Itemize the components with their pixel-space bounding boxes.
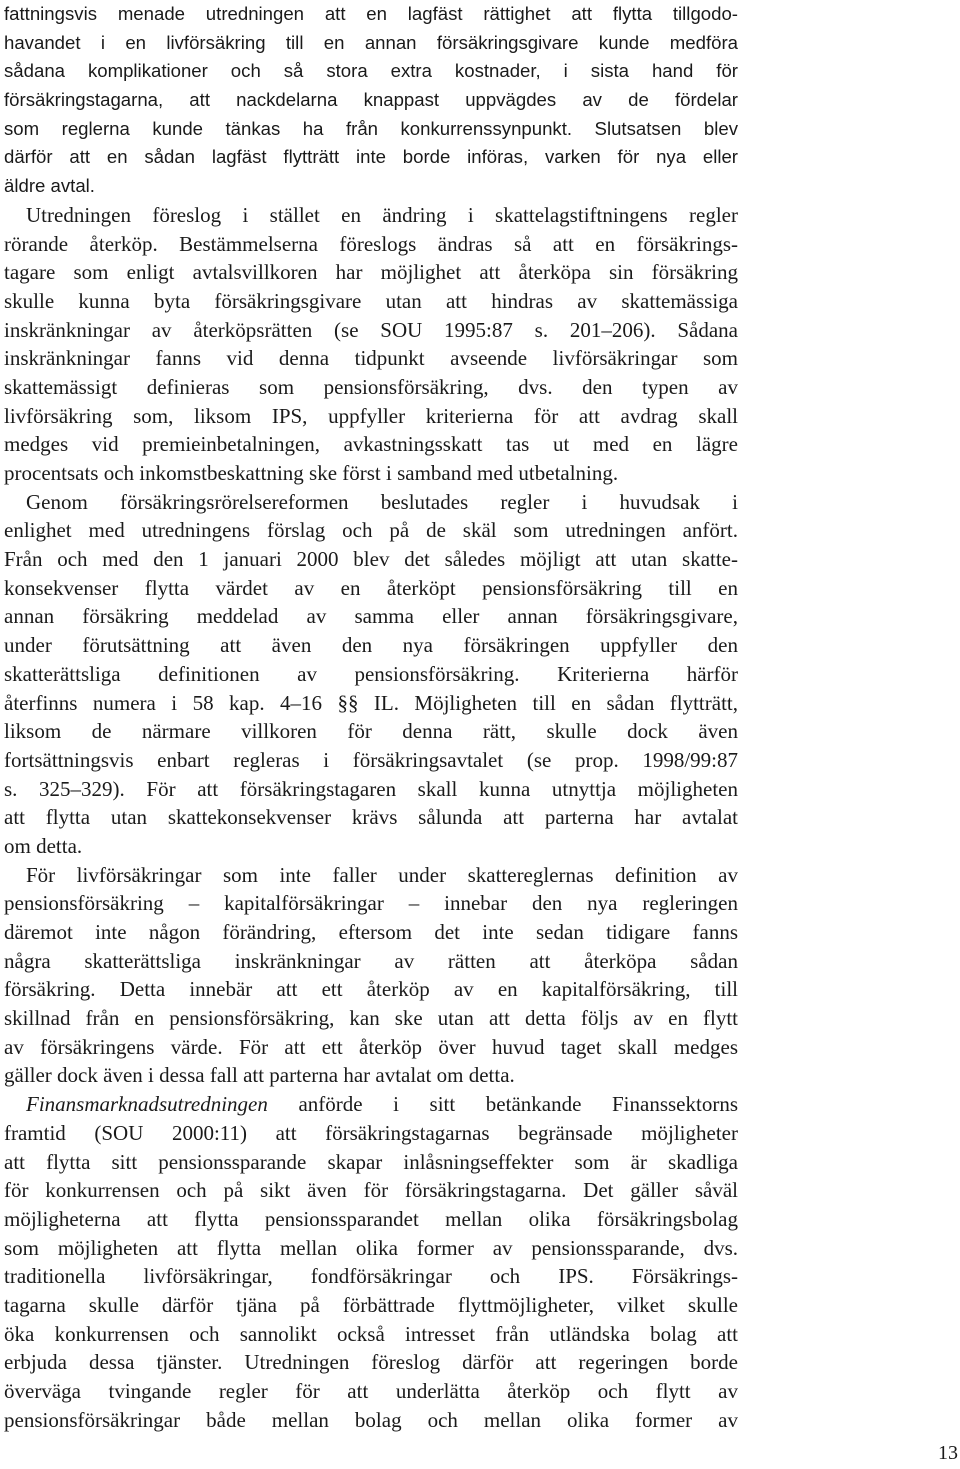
text-line: därför att en sådan lagfäst flytträtt inte borde införas, varken för nya eller <box>4 146 738 168</box>
text-line: traditionella livförsäkringar, fondförsäkringar och IPS. Försäkrings- <box>4 1264 738 1289</box>
text-line: skattemässigt definieras som pensionsförsäkring, dvs. den typen av <box>4 374 738 399</box>
text-line: äldre avtal. <box>4 175 95 197</box>
text-line: s. 325–329). För att försäkringstagaren skall kunna utnyttja möjligheten <box>4 776 738 801</box>
text-line: återfinns numera i 58 kap. 4–16 §§ IL. Möjligheten till en sådan flytträtt, <box>4 690 738 715</box>
text-line: skatterättsliga definitionen av pensionsförsäkring. Kriterierna härför <box>4 661 738 686</box>
text-line: under förutsättning att även den nya försäkringen uppfyller den <box>4 633 738 658</box>
text-line: om detta. <box>4 833 83 858</box>
line-text: anförde i sitt betänkande Finanssektorns <box>267 1092 738 1117</box>
text-line: rörande återköp. Bestämmelserna föreslogs ändras så att en försäkrings- <box>4 231 738 256</box>
text-line: framtid (SOU 2000:11) att försäkringstagarnas begränsade möjligheter <box>4 1120 738 1145</box>
text-line: gäller dock även i dessa fall att parterna har avtalat om detta. <box>4 1063 515 1088</box>
text-line: erbjuda dessa tjänster. Utredningen föreslog därför att regeringen borde <box>4 1350 738 1375</box>
text-line: inskränkningar av återköpsrätten (se SOU 1995:87 s. 201–206). Sådana <box>4 317 738 342</box>
text-line: möjligheterna att flytta pensionssparandet mellan olika försäkringsbolag <box>4 1206 738 1231</box>
text-line: inskränkningar fanns vid denna tidpunkt avseende livförsäkringar som <box>4 346 738 371</box>
text-line: att flytta sitt pensionssparande skapar inlåsningseffekter som är skadliga <box>4 1149 738 1174</box>
text-line: liksom de närmare villkoren för denna rätt, skulle dock även <box>4 719 738 744</box>
text-line: Från och med den 1 januari 2000 blev det således möjligt att utan skatte- <box>4 547 738 572</box>
text-line: enlighet med utredningens förslag och på de skäl som utredningen anfört. <box>4 518 738 543</box>
text-line: medges vid premieinbetalningen, avkastningsskatt tas ut med en lägre <box>4 432 738 457</box>
text-line: som reglerna kunde tänkas ha från konkurrenssynpunkt. Slutsatsen blev <box>4 117 738 139</box>
body-text <box>4 0 738 1434</box>
page-number: 13 <box>938 1442 958 1464</box>
text-line: öka konkurrensen och sannolikt också intresset från utländska bolag att <box>4 1321 738 1346</box>
text-line: överväga tvingande regler för att underlätta återköp och flytt av <box>4 1379 738 1403</box>
text-line: försäkringstagarna, att nackdelarna knappast uppvägdes av de fördelar <box>4 89 738 111</box>
text-line <box>4 1090 738 1119</box>
text-line: skillnad från en pensionsförsäkring, kan ske utan att detta följs av en flytt <box>4 1006 738 1031</box>
text-line: som möjligheten att flytta mellan olika former av pensionssparande, dvs. <box>4 1235 738 1260</box>
text-line: för konkurrensen och på sikt även för försäkringstagarna. Det gäller såväl <box>4 1178 738 1203</box>
text-line: några skatterättsliga inskränkningar av rätten att återköpa sådan <box>4 948 738 973</box>
text-line: livförsäkring som, liksom IPS, uppfyller kriterierna för att avdrag skall <box>4 403 738 428</box>
text-line: pensionsförsäkringar både mellan bolag och mellan olika former av <box>4 1407 738 1432</box>
text-line: konsekvenser flytta värdet av en återköpt pensionsförsäkring till en <box>4 575 738 600</box>
text-line: För livförsäkringar som inte faller under skattereglernas definition av <box>26 862 738 887</box>
text-line: havandet i en livförsäkring till en annan försäkringsgivare kunde medföra <box>4 31 738 53</box>
text-line: fattningsvis menade utredningen att en lagfäst rättighet att flytta tillgodo- <box>4 3 738 24</box>
emphasized-term: Finansmarknadsutredningen <box>26 1092 268 1117</box>
text-line: fortsättningsvis enbart regleras i försäkringsavtalet (se prop. 1998/99:87 <box>4 747 738 772</box>
text-line: försäkring. Detta innebär att ett återköp av en kapitalförsäkring, till <box>4 977 738 1002</box>
text-line: Genom försäkringsrörelsereformen beslutades regler i huvudsak i <box>26 489 738 514</box>
text-line: att flytta utan skattekonsekvenser krävs sålunda att parterna har avtalat <box>4 805 738 830</box>
text-line: skulle kunna byta försäkringsgivare utan att hindras av skattemässiga <box>4 288 738 313</box>
text-line: tagare som enligt avtalsvillkoren har möjlighet att återköpa sin försäkring <box>4 260 738 285</box>
text-line: däremot inte någon förändring, eftersom det inte sedan tidigare fanns <box>4 920 738 944</box>
text-line: procentsats och inkomstbeskattning ske först i samband med utbetalning. <box>4 461 619 485</box>
text-line: tagarna skulle därför tjäna på förbättrade flyttmöjligheter, vilket skulle <box>4 1292 738 1317</box>
text-line: sådana komplikationer och så stora extra kostnader, i sista hand för <box>4 60 738 82</box>
text-line: av försäkringens värde. För att ett återköp över huvud taget skall medges <box>4 1034 738 1059</box>
text-line: annan försäkring meddelad av samma eller annan försäkringsgivare, <box>4 604 738 629</box>
text-line: Utredningen föreslog i stället en ändring i skattelagstiftningens regler <box>26 202 738 227</box>
text-line: pensionsförsäkring – kapitalförsäkringar – innebar den nya regleringen <box>4 891 738 916</box>
